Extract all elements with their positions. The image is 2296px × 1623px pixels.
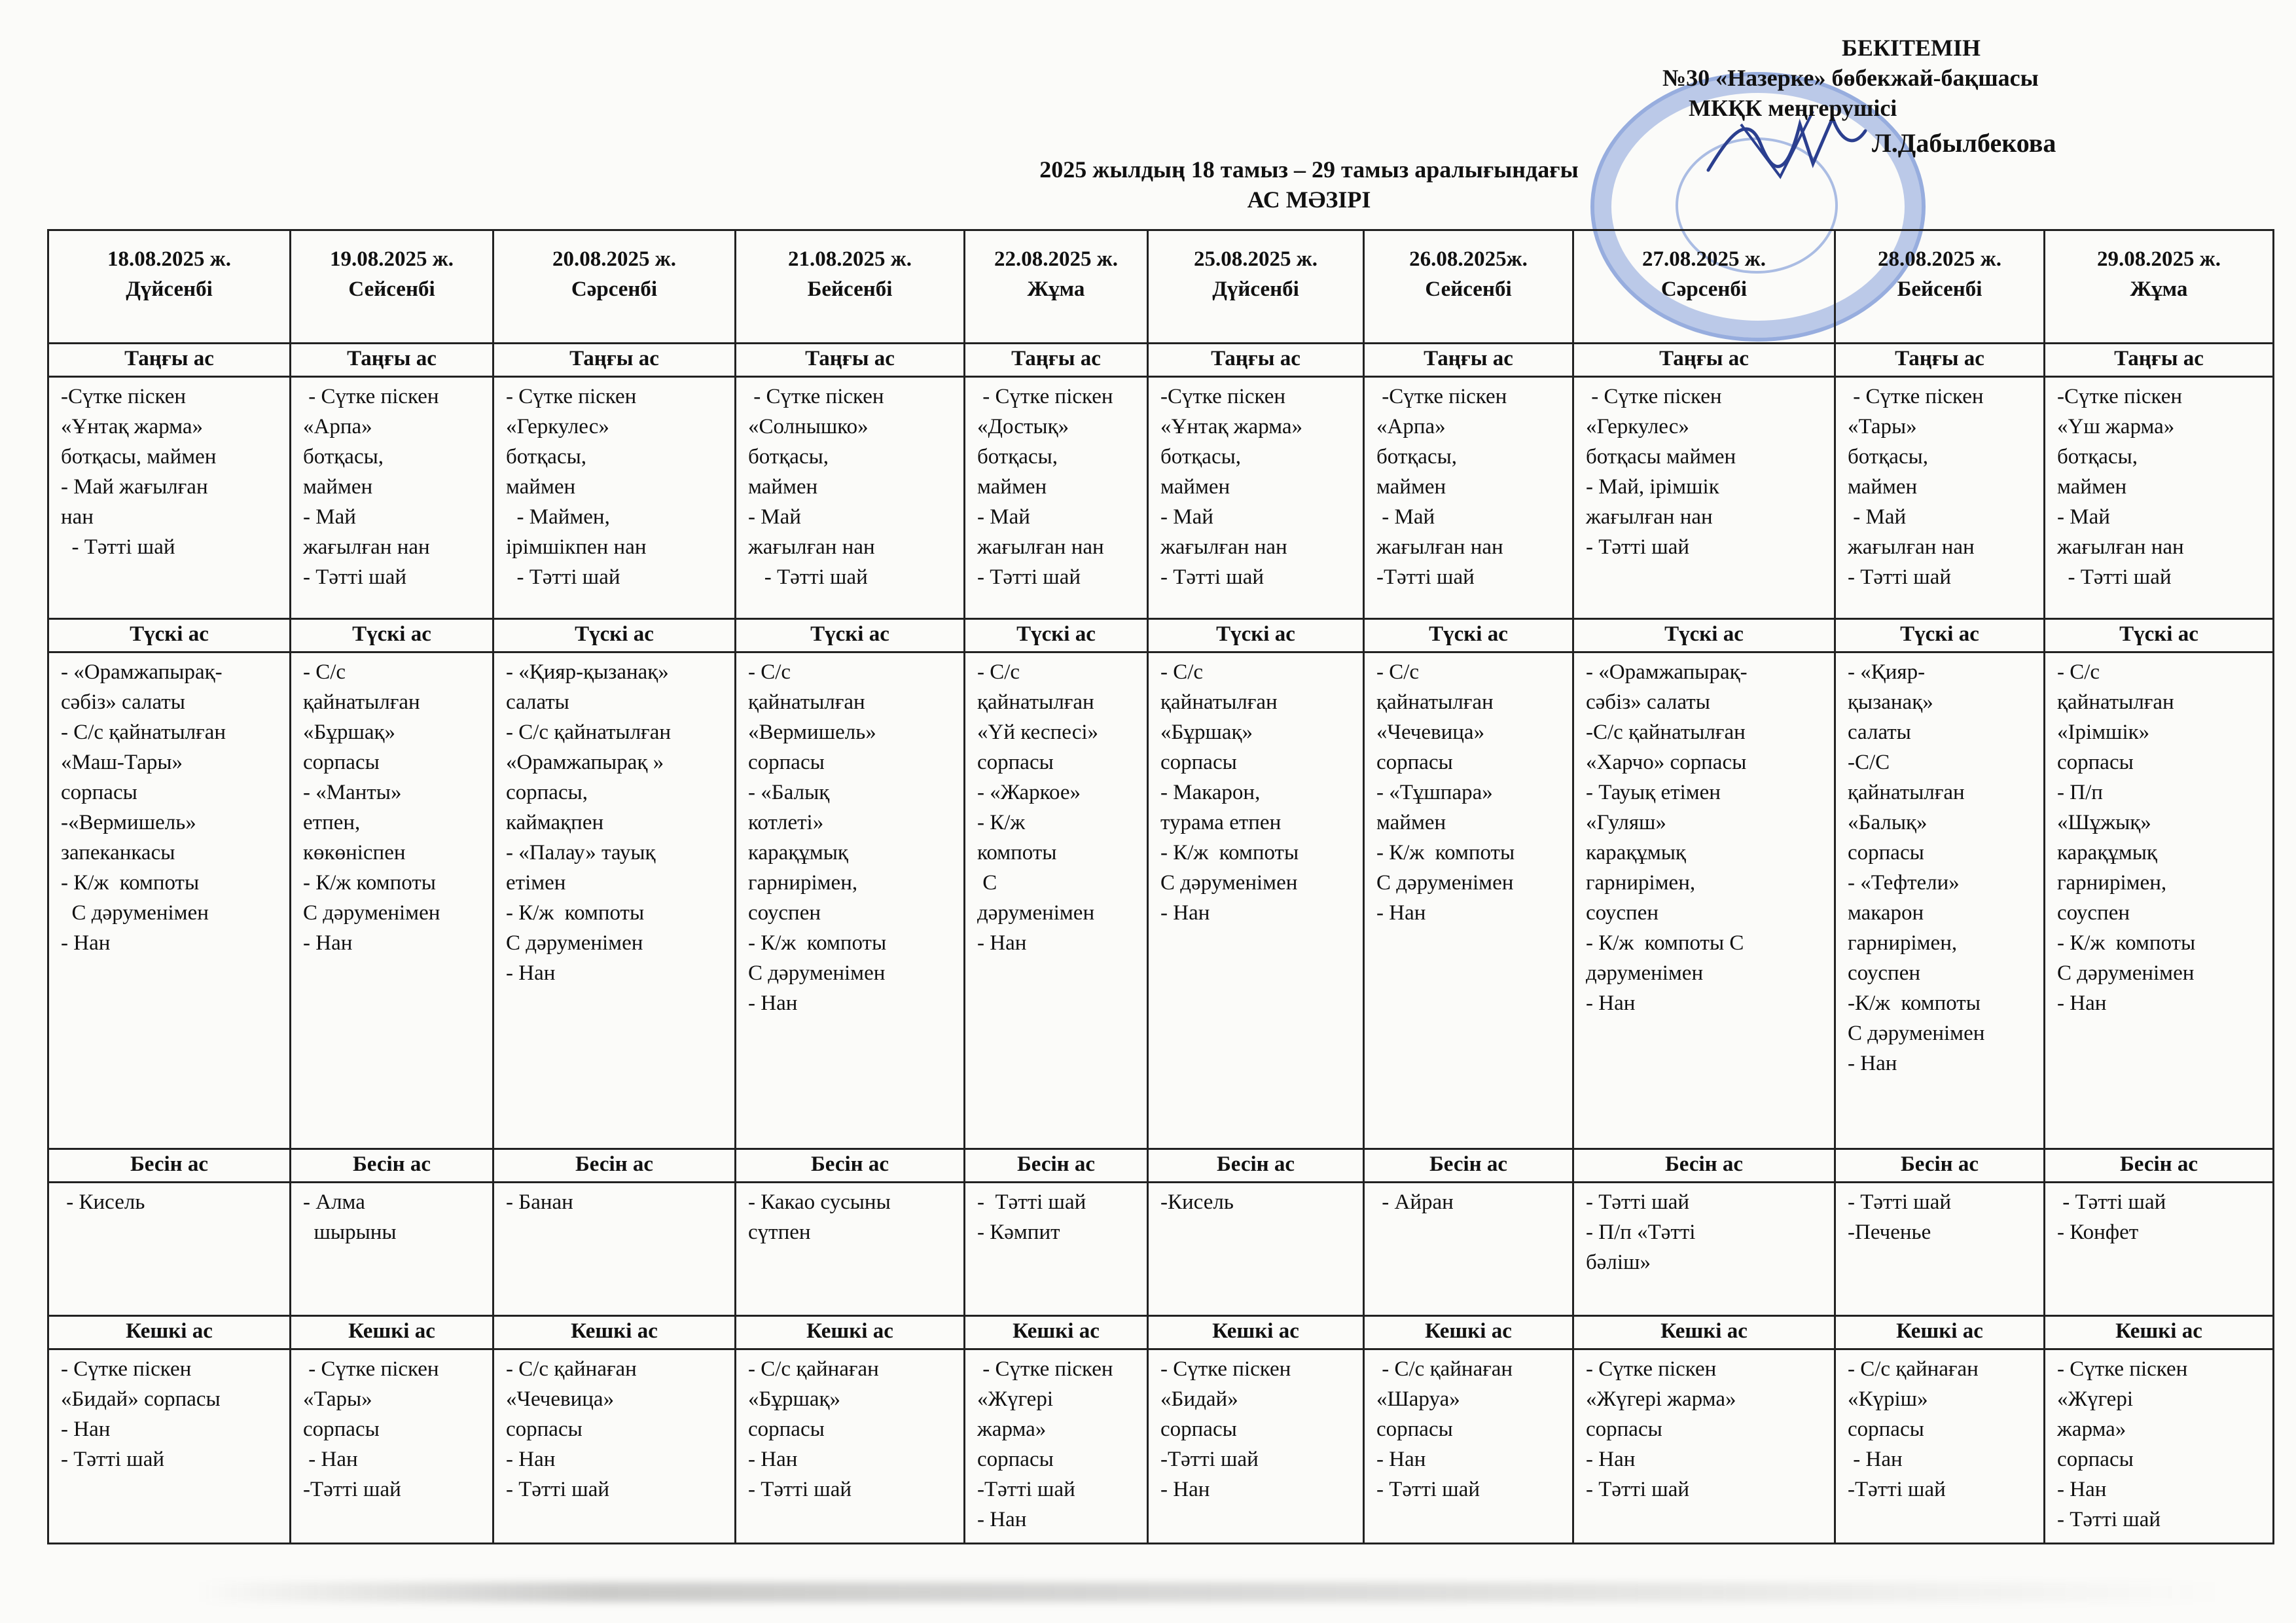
day-date: 29.08.2025 ж.: [2097, 247, 2221, 271]
meal-label: Таңғы ас: [291, 344, 493, 377]
meal-label: Кешкі ас: [493, 1316, 736, 1349]
day-header: [2045, 230, 2274, 344]
day-date: 27.08.2025 ж.: [1642, 247, 1766, 271]
day-header: [48, 230, 291, 344]
menu-cell: [291, 377, 493, 618]
meal-items-row-dinner: [48, 1349, 2274, 1544]
menu-cell: [1835, 652, 2045, 1149]
menu-items-text: - С/с қайнатылған «Бұршақ» сорпасы - Макарон, турама етпен - К/ж компоты С дәруменімен - Нан: [1160, 660, 1299, 925]
day-weekday: Жұма: [2130, 277, 2188, 301]
day-weekday: Бейсенбі: [807, 277, 893, 301]
meal-label: Таңғы ас: [965, 344, 1148, 377]
menu-items-text: - Сүтке піскен «Жүгері жарма» сорпасы - Нан - Тәтті шай: [2057, 1357, 2188, 1532]
day-date: 28.08.2025 ж.: [1878, 247, 2001, 271]
meal-label: Бесін ас: [736, 1149, 965, 1182]
meal-label: Түскі ас: [1364, 618, 1573, 652]
meal-label: Таңғы ас: [1573, 344, 1835, 377]
day-header: [493, 230, 736, 344]
meal-label: Таңғы ас: [1835, 344, 2045, 377]
menu-items-text: - Тәтті шай - Кәмпит: [977, 1190, 1086, 1244]
meal-label-row-dinner: [48, 1316, 2274, 1349]
menu-items-text: -Кисель: [1160, 1190, 1234, 1214]
meal-label: Түскі ас: [48, 618, 291, 652]
day-header: [736, 230, 965, 344]
menu-cell: [493, 1182, 736, 1315]
menu-items-text: - С/с қайнатылған «Вермишель» сорпасы - «Балық котлеті» карақұмық гарнирімен, соуспен - К/ж компоты С дәруменімен - Нан: [748, 660, 887, 1015]
menu-items-text: - Сүтке піскен «Геркулес» ботқасы маймен - Май, ірімшік жағылған нан - Тәтті шай: [1586, 385, 1736, 560]
menu-items-text: - Сүтке піскен «Арпа» ботқасы, маймен - Май жағылған нан - Тәтті шай: [303, 385, 439, 590]
meal-label: Бесін ас: [48, 1149, 291, 1182]
menu-cell: [48, 652, 291, 1149]
day-weekday: Сәрсенбі: [1660, 277, 1748, 301]
meal-label: Кешкі ас: [965, 1316, 1148, 1349]
menu-items-text: - «Қияр-қызанақ» салаты - С/с қайнатылған «Орамжапырақ » сорпасы, каймақпен - «Палау» тауық етімен - К/ж компоты С дәруменімен - Нан: [506, 660, 672, 985]
menu-table: [47, 229, 2274, 1544]
menu-cell: [736, 377, 965, 618]
menu-items-text: - Кисель: [61, 1190, 145, 1214]
meal-items-row-lunch: [48, 652, 2274, 1149]
meal-label: Кешкі ас: [1364, 1316, 1573, 1349]
meal-label: Кешкі ас: [48, 1316, 291, 1349]
menu-items-text: - Сүтке піскен «Геркулес» ботқасы, маймен - Маймен, ірімшікпен нан - Тәтті шай: [506, 385, 647, 590]
meal-label: Таңғы ас: [2045, 344, 2274, 377]
meal-label: Таңғы ас: [1364, 344, 1573, 377]
menu-items-text: - Сүтке піскен «Бидай» сорпасы - Нан - Тәтті шай: [61, 1357, 221, 1472]
meal-label: Түскі ас: [1835, 618, 2045, 652]
meal-label-row-snack: [48, 1149, 2274, 1182]
approval-position: МКҚК меңгерушісі: [1689, 95, 1897, 121]
meal-label: Бесін ас: [2045, 1149, 2274, 1182]
scan-smudge: [196, 1582, 2225, 1602]
day-date: 18.08.2025 ж.: [107, 247, 231, 271]
menu-items-text: -Сүтке піскен «Ұнтақ жарма» ботқасы, маймен - Май жағылған нан - Тәтті шай: [1160, 385, 1302, 590]
heading-period: 2025 жылдың 18 тамыз – 29 тамыз аралығындағы: [1039, 156, 1579, 183]
menu-cell: [965, 377, 1148, 618]
menu-items-text: - С/с қайнатылған «Үй кеспесі» сорпасы - «Жаркое» - К/ж компоты С дәруменімен - Нан: [977, 660, 1099, 955]
menu-items-text: - Какао сусыны сүтпен: [748, 1190, 891, 1244]
approval-name: Л.Дабылбекова: [1872, 128, 2056, 158]
meal-label: Түскі ас: [2045, 618, 2274, 652]
meal-label: Кешкі ас: [1835, 1316, 2045, 1349]
menu-items-text: - С/с қайнаған «Шаруа» сорпасы - Нан - Тәтті шай: [1376, 1357, 1513, 1502]
menu-cell: [965, 652, 1148, 1149]
menu-items-text: - С/с қайнатылған «Чечевица» сорпасы - «Тұшпара» маймен - К/ж компоты С дәруменімен - Нан: [1376, 660, 1515, 925]
menu-cell: [1573, 377, 1835, 618]
day-weekday: Бейсенбі: [1897, 277, 1982, 301]
menu-cell: [2045, 652, 2274, 1149]
menu-cell: [1835, 1182, 2045, 1315]
meal-label: Бесін ас: [1148, 1149, 1364, 1182]
meal-label: Кешкі ас: [736, 1316, 965, 1349]
menu-items-text: -Сүтке піскен «Үш жарма» ботқасы, маймен - Май жағылған нан - Тәтті шай: [2057, 385, 2184, 590]
day-date: 22.08.2025 ж.: [994, 247, 1118, 271]
day-header: [1573, 230, 1835, 344]
day-header: [291, 230, 493, 344]
day-weekday: Сәрсенбі: [571, 277, 658, 301]
menu-cell: [291, 1349, 493, 1544]
menu-items-text: - Сүтке піскен «Тары» ботқасы, маймен - Май жағылған нан - Тәтті шай: [1848, 385, 1984, 590]
day-header: [1148, 230, 1364, 344]
menu-cell: [736, 652, 965, 1149]
menu-items-text: - С/с қайнаған «Чечевица» сорпасы - Нан - Тәтті шай: [506, 1357, 637, 1502]
menu-cell: [48, 1182, 291, 1315]
meal-label: Кешкі ас: [2045, 1316, 2274, 1349]
meal-label: Бесін ас: [1573, 1149, 1835, 1182]
meal-items-row-snack: [48, 1182, 2274, 1315]
day-header: [1835, 230, 2045, 344]
menu-cell: [1364, 1349, 1573, 1544]
menu-cell: [1148, 1182, 1364, 1315]
menu-cell: [493, 1349, 736, 1544]
day-date: 25.08.2025 ж.: [1194, 247, 1318, 271]
meal-label: Таңғы ас: [493, 344, 736, 377]
menu-cell: [291, 652, 493, 1149]
menu-cell: [1148, 377, 1364, 618]
day-header: [965, 230, 1148, 344]
menu-cell: [1573, 1349, 1835, 1544]
meal-label-row-breakfast: [48, 344, 2274, 377]
day-weekday: Сейсенбі: [1425, 277, 1512, 301]
menu-cell: [493, 652, 736, 1149]
day-weekday: Дүйсенбі: [126, 277, 213, 301]
menu-items-text: - Сүтке піскен «Тары» сорпасы - Нан -Тәтті шай: [303, 1357, 439, 1502]
menu-items-text: - Тәтті шай -Печенье: [1848, 1190, 1952, 1244]
menu-items-text: - С/с қайнатылған «Бұршақ» сорпасы - «Манты» етпен, көкөніспен - К/ж компоты С дәруменімен - Нан: [303, 660, 440, 955]
menu-items-text: - Сүтке піскен «Жүгері жарма» сорпасы - Нан - Тәтті шай: [1586, 1357, 1736, 1502]
menu-cell: [2045, 1349, 2274, 1544]
day-date: 21.08.2025 ж.: [788, 247, 912, 271]
menu-items-text: -Сүтке піскен «Арпа» ботқасы, маймен - Май жағылған нан -Тәтті шай: [1376, 385, 1507, 590]
menu-cell: [2045, 377, 2274, 618]
meal-label: Бесін ас: [1364, 1149, 1573, 1182]
day-weekday: Дүйсенбі: [1212, 277, 1299, 301]
meal-label: Таңғы ас: [48, 344, 291, 377]
meal-label: Түскі ас: [736, 618, 965, 652]
meal-label: Түскі ас: [1148, 618, 1364, 652]
menu-items-text: - Сүтке піскен «Солнышко» ботқасы, маймен - Май жағылған нан - Тәтті шай: [748, 385, 884, 590]
day-header: [1364, 230, 1573, 344]
meal-label-row-lunch: [48, 618, 2274, 652]
day-weekday: Жұма: [1027, 277, 1085, 301]
menu-cell: [1835, 1349, 2045, 1544]
day-weekday: Сейсенбі: [348, 277, 435, 301]
menu-items-text: -Сүтке піскен «Ұнтақ жарма» ботқасы, маймен - Май жағылған нан - Тәтті шай: [61, 385, 217, 560]
meal-label: Кешкі ас: [291, 1316, 493, 1349]
menu-cell: [1148, 652, 1364, 1149]
meal-items-row-breakfast: [48, 377, 2274, 618]
meal-label: Түскі ас: [1573, 618, 1835, 652]
meal-label: Бесін ас: [965, 1149, 1148, 1182]
menu-cell: [1364, 652, 1573, 1149]
menu-cell: [1364, 1182, 1573, 1315]
menu-items-text: - С/с қайнаған «Бұршақ» сорпасы - Нан - Тәтті шай: [748, 1357, 879, 1502]
meal-label: Түскі ас: [965, 618, 1148, 652]
menu-items-text: - Тәтті шай - Конфет: [2057, 1190, 2166, 1244]
menu-cell: [2045, 1182, 2274, 1315]
day-date: 26.08.2025ж.: [1409, 247, 1528, 271]
menu-cell: [1835, 377, 2045, 618]
meal-label: Кешкі ас: [1148, 1316, 1364, 1349]
menu-items-text: - Банан: [506, 1190, 573, 1214]
menu-cell: [291, 1182, 493, 1315]
menu-cell: [48, 377, 291, 618]
menu-cell: [1148, 1349, 1364, 1544]
menu-items-text: - Тәтті шай - П/п «Тәтті бәліш»: [1586, 1190, 1696, 1274]
meal-label: Таңғы ас: [1148, 344, 1364, 377]
menu-cell: [493, 377, 736, 618]
meal-label: Бесін ас: [1835, 1149, 2045, 1182]
meal-label: Түскі ас: [291, 618, 493, 652]
menu-items-text: - С/с қайнаған «Күріш» сорпасы - Нан -Тәтті шай: [1848, 1357, 1979, 1502]
menu-cell: [965, 1182, 1148, 1315]
meal-label: Бесін ас: [291, 1149, 493, 1182]
menu-cell: [1573, 1182, 1835, 1315]
menu-cell: [736, 1349, 965, 1544]
menu-cell: [965, 1349, 1148, 1544]
menu-cell: [48, 1349, 291, 1544]
menu-items-text: - «Орамжапырақ- сәбіз» салаты - С/с қайнатылған «Маш-Тары» сорпасы -«Вермишель» запеканкасы - К/ж компоты С дәруменімен - Нан: [61, 660, 226, 955]
meal-label: Түскі ас: [493, 618, 736, 652]
menu-items-text: - «Орамжапырақ- сәбіз» салаты -С/с қайнатылған «Харчо» сорпасы - Тауық етімен «Гуляш» карақұмық гарнирімен, соуспен - К/ж компоты С дәруменімен - Нан: [1586, 660, 1748, 1015]
menu-items-text: - Айран: [1376, 1190, 1454, 1214]
menu-items-text: - Алма шырыны: [303, 1190, 397, 1244]
approval-block: [1662, 33, 2134, 158]
meal-label: Кешкі ас: [1573, 1316, 1835, 1349]
day-date: 19.08.2025 ж.: [330, 247, 454, 271]
menu-items-text: - «Қияр- қызанақ» салаты -С/С қайнатылған «Балық» сорпасы - «Тефтели» макарон гарнирімен, соуспен -К/ж компоты С дәруменімен - Нан: [1848, 660, 1985, 1075]
menu-cell: [736, 1182, 965, 1315]
meal-label: Таңғы ас: [736, 344, 965, 377]
heading-title: АС МӘЗІРІ: [1247, 187, 1371, 213]
document-heading: [851, 154, 1767, 215]
menu-cell: [1364, 377, 1573, 618]
approval-title: БЕКІТЕМІН: [1842, 35, 1981, 61]
menu-items-text: - Сүтке піскен «Жүгері жарма» сорпасы -Тәтті шай - Нан: [977, 1357, 1113, 1532]
meal-label: Бесін ас: [493, 1149, 736, 1182]
menu-items-text: - Сүтке піскен «Бидай» сорпасы -Тәтті шай - Нан: [1160, 1357, 1291, 1502]
menu-items-text: - С/с қайнатылған «Ірімшік» сорпасы - П/п «Шұжық» карақұмық гарнирімен, соуспен - К/ж компоты С дәруменімен - Нан: [2057, 660, 2196, 1015]
menu-items-text: - Сүтке піскен «Достық» ботқасы, маймен - Май жағылған нан - Тәтті шай: [977, 385, 1113, 590]
menu-cell: [1573, 652, 1835, 1149]
day-date: 20.08.2025 ж.: [552, 247, 676, 271]
approval-org: №30 «Назерке» бөбекжай-бақшасы: [1662, 65, 2039, 91]
day-header-row: [48, 230, 2274, 344]
